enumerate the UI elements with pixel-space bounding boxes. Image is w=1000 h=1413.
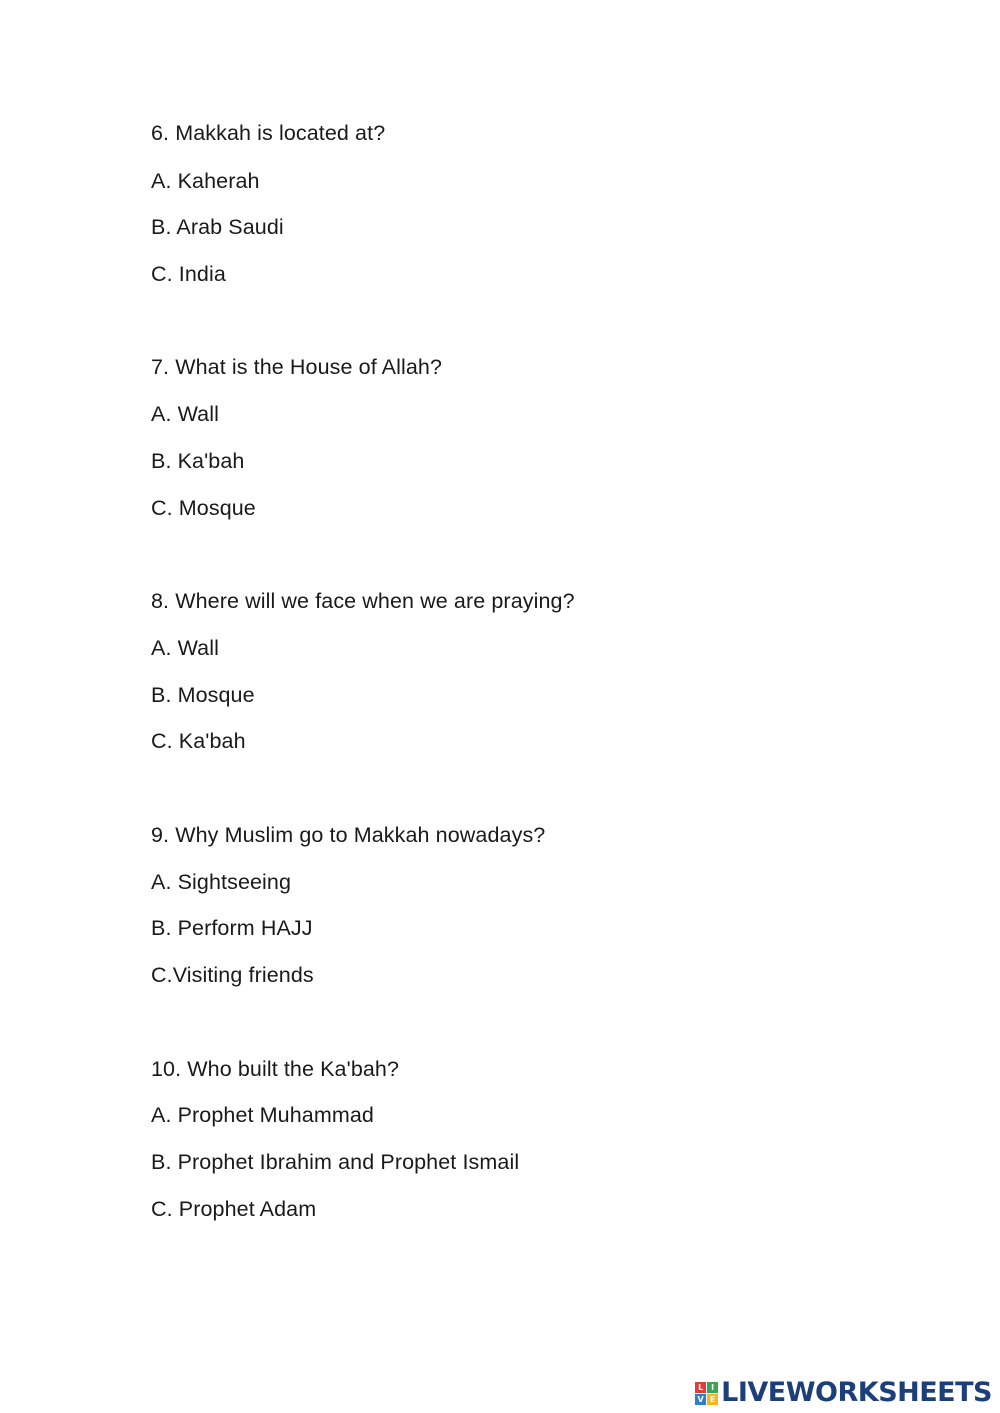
question-10-option-a: A. Prophet Muhammad [151, 1103, 374, 1127]
question-8-option-c: C. Ka'bah [151, 729, 246, 753]
question-10-option-b: B. Prophet Ibrahim and Prophet Ismail [151, 1150, 520, 1174]
logo-cell-l: L [695, 1382, 706, 1393]
question-8-option-a: A. Wall [151, 636, 219, 660]
question-6-option-a: A. Kaherah [151, 169, 260, 193]
liveworksheets-wordmark: LIVEWORKSHEETS [721, 1377, 992, 1408]
logo-cell-e: E [707, 1394, 718, 1405]
liveworksheets-logo-icon [695, 1382, 718, 1405]
logo-cell-i: I [707, 1382, 718, 1393]
question-6-option-c: C. India [151, 262, 226, 286]
logo-cell-v: V [695, 1394, 706, 1405]
question-8-option-b: B. Mosque [151, 683, 255, 707]
question-6-prompt: 6. Makkah is located at? [151, 121, 386, 145]
question-7-option-b: B. Ka'bah [151, 449, 245, 473]
question-9-option-b: B. Perform HAJJ [151, 916, 313, 940]
question-7-option-c: C. Mosque [151, 496, 256, 520]
question-6-option-b: B. Arab Saudi [151, 215, 284, 239]
liveworksheets-brand[interactable] [695, 1375, 992, 1411]
question-7-option-a: A. Wall [151, 402, 219, 426]
question-8-prompt: 8. Where will we face when we are praying? [151, 589, 575, 613]
question-10-option-c: C. Prophet Adam [151, 1197, 317, 1221]
question-9-option-a: A. Sightseeing [151, 870, 292, 894]
question-9-option-c: C.Visiting friends [151, 963, 314, 987]
question-7-prompt: 7. What is the House of Allah? [151, 355, 443, 379]
question-10-prompt: 10. Who built the Ka'bah? [151, 1057, 400, 1081]
question-9-prompt: 9. Why Muslim go to Makkah nowadays? [151, 823, 546, 847]
